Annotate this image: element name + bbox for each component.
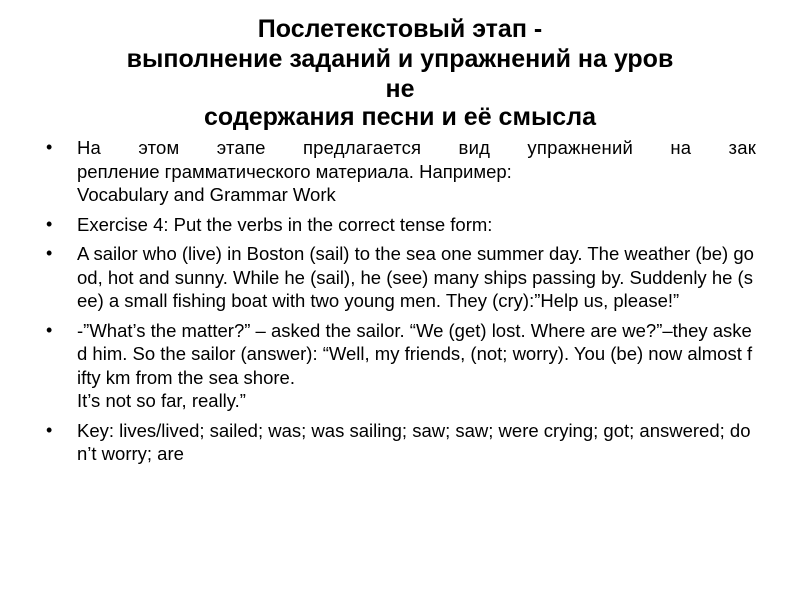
title-line-1: Послетекстовый этап - xyxy=(257,15,543,43)
title-line-2: выполнение заданий и упражнений на уров xyxy=(126,45,674,73)
bullet-icon: • xyxy=(46,137,53,157)
bullet-icon: • xyxy=(46,419,53,440)
bullet-text-line: Vocabulary and Grammar Work xyxy=(77,184,336,205)
bullet-item-exercise xyxy=(44,213,756,237)
bullet-icon: • xyxy=(46,213,53,234)
bullet-icon: • xyxy=(46,243,53,263)
bullet-text: A sailor who (live) in Boston (sail) to the sea one summer day. The weather (be) good, hot and sunny. While he (sail), he (see) many ships passing by. Suddenly he (see) a small fishing boat with two young men. They (cry):”Help us, please!” xyxy=(77,243,754,311)
bullet-item-key xyxy=(44,419,756,466)
title-line-2b: не xyxy=(385,75,415,103)
bullet-text: Key: lives/lived; sailed; was; was sailing; saw; saw; were crying; got; answered; don’t worry; are xyxy=(77,419,751,464)
title-line-3: содержания песни и её смысла xyxy=(204,103,596,131)
bullet-text: -”What’s the matter?” – asked the sailor. “We (get) lost. Where are we?”–they asked him. So the sailor (answer): “Well, my friends, (not; worry). You (be) now almost fifty km from the sea shore. xyxy=(77,319,753,388)
bullet-item-intro xyxy=(44,136,756,207)
bullet-text-continued: It’s not so far, really.” xyxy=(77,390,246,411)
bullet-text-line: репление грамматического материала. Например: xyxy=(77,160,512,182)
bullet-item-dialogue xyxy=(44,319,756,413)
bullet-text-line: На этом этапе предлагается вид упражнений на зак xyxy=(77,137,756,158)
bullet-item-story xyxy=(44,242,756,313)
bullet-list xyxy=(44,136,756,472)
bullet-icon: • xyxy=(46,319,53,340)
bullet-text: Exercise 4: Put the verbs in the correct tense form: xyxy=(77,213,493,235)
slide-title xyxy=(0,14,800,134)
